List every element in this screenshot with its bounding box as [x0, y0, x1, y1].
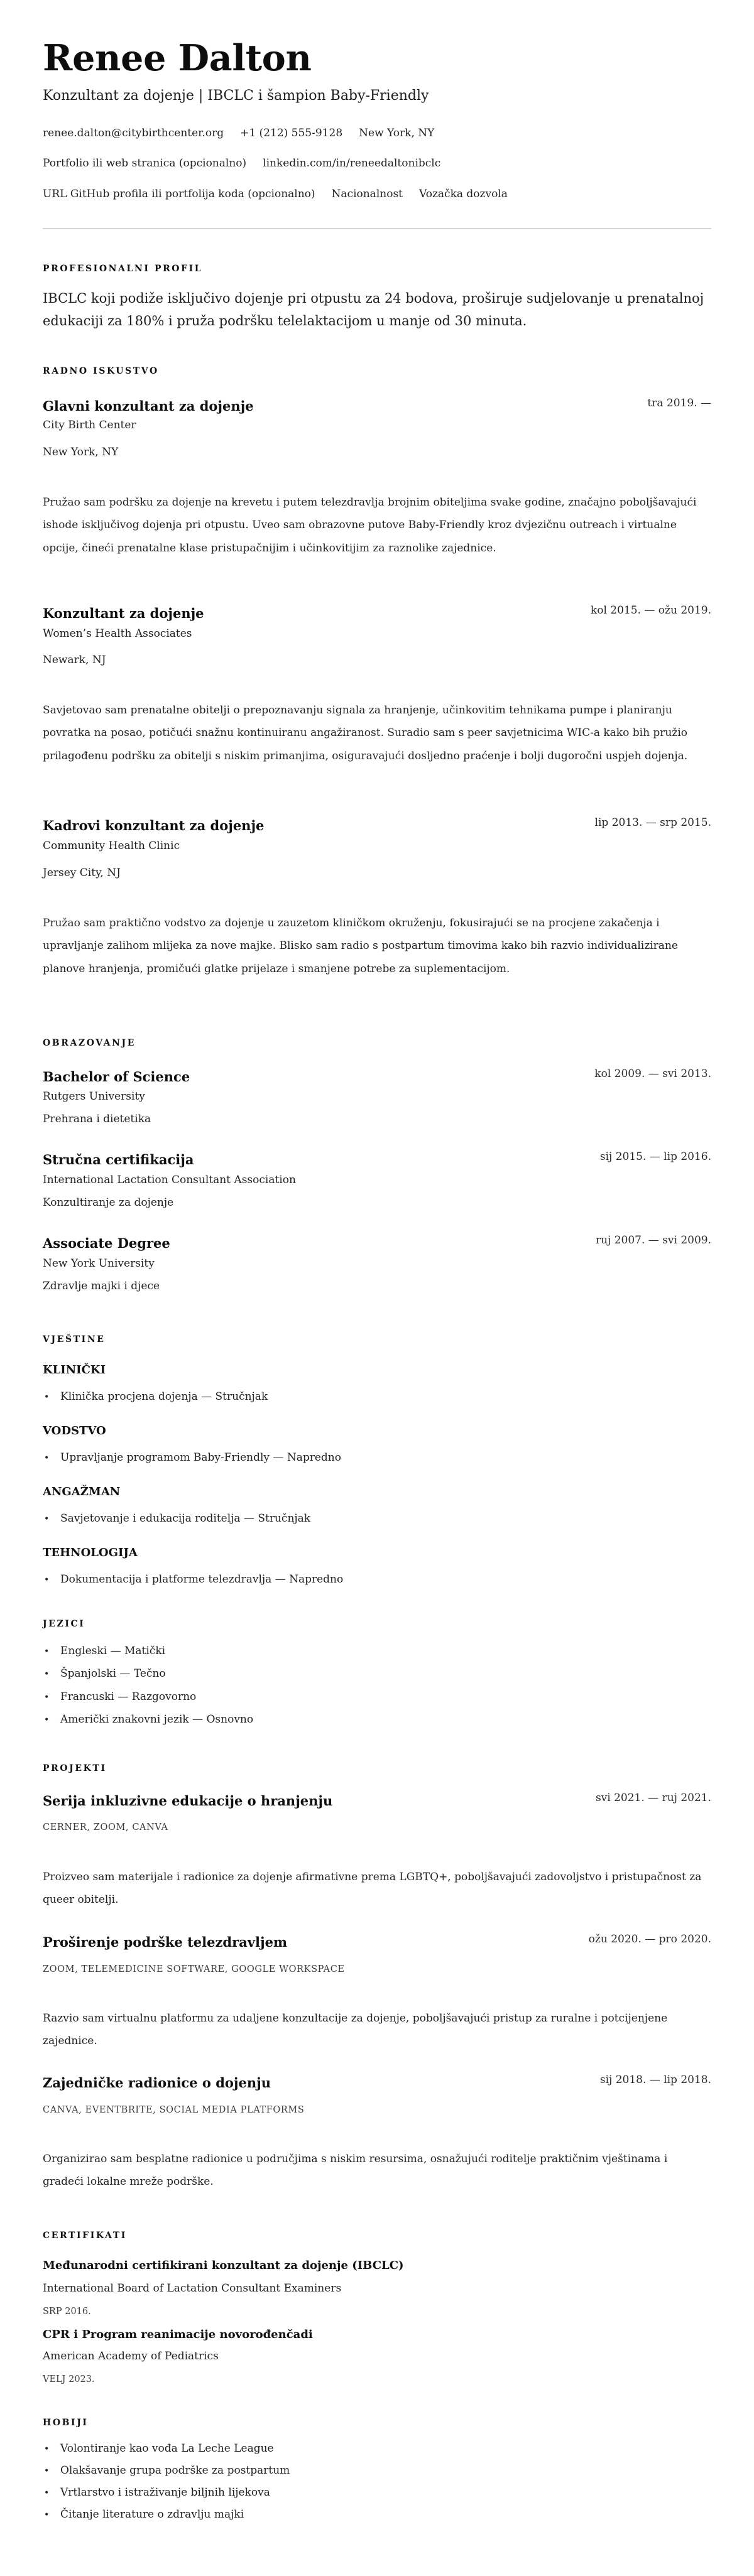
education-dates: ruj 2007. — svi 2009.	[595, 1234, 711, 1247]
linkedin-link[interactable]: linkedin.com/in/reneedaltonibclc	[263, 157, 441, 170]
field-of-study: Konzultiranje za dojenje	[43, 1196, 174, 1209]
language-item	[43, 1646, 165, 1657]
skill-item	[43, 1574, 343, 1585]
contact-row-2	[43, 158, 440, 169]
skill-category: KLINIČKI	[43, 1363, 106, 1377]
certificate-issuer: American Academy of Pediatrics	[43, 2350, 219, 2362]
bullet-icon: •	[44, 2444, 50, 2454]
section-heading-profile: PROFESIONALNI PROFIL	[43, 264, 203, 274]
certificate-date: SRP 2016.	[43, 2307, 91, 2317]
bullet-icon: •	[44, 2466, 50, 2476]
school-name: International Lactation Consultant Association	[43, 1174, 296, 1186]
project-dates: ožu 2020. — pro 2020.	[588, 1933, 711, 1946]
section-heading-languages: JEZICI	[43, 1619, 85, 1629]
degree-title: Stručna certifikacija	[43, 1152, 194, 1167]
bullet-icon: •	[44, 1453, 50, 1463]
field-of-study: Prehrana i dietetika	[43, 1113, 151, 1125]
skill-category: TEHNOLOGIJA	[43, 1546, 138, 1559]
skill-label: Savjetovanje i edukacija roditelja — Stručnjak	[60, 1512, 311, 1525]
language-label: Francuski — Razgovorno	[60, 1691, 197, 1703]
language-label: Španjolski — Tečno	[60, 1667, 166, 1680]
job-location: New York, NY	[43, 446, 119, 458]
section-heading-skills: VJEŠTINE	[43, 1334, 106, 1345]
nationality-text: Nacionalnost	[331, 188, 403, 200]
candidate-name: Renee Dalton	[43, 37, 312, 79]
language-label: Engleski — Matički	[60, 1645, 166, 1657]
skill-item	[43, 1392, 268, 1402]
header-divider	[43, 228, 711, 229]
section-heading-projects: PROJEKTI	[43, 1763, 107, 1773]
bullet-icon: •	[44, 1647, 50, 1657]
project-title: Serija inkluzivne edukacije o hranjenju	[43, 1793, 333, 1809]
section-heading-hobbies: HOBIJI	[43, 2418, 89, 2428]
certificate-name: Međunarodni certifikirani konzultant za dojenje (IBCLC)	[43, 2259, 404, 2272]
hobby-label: Olakšavanje grupa podrške za postpartum	[60, 2464, 290, 2477]
location-text: New York, NY	[359, 127, 435, 139]
job-title: Kadrovi konzultant za dojenje	[43, 818, 265, 833]
skill-category: VODSTVO	[43, 1424, 106, 1437]
school-name: Rutgers University	[43, 1090, 145, 1103]
headline: Konzultant za dojenje | IBCLC i šampion Baby-Friendly	[43, 88, 429, 104]
bullet-icon: •	[44, 1669, 50, 1679]
skill-label: Klinička procjena dojenja — Stručnjak	[60, 1390, 268, 1403]
skill-item	[43, 1513, 310, 1524]
job-company: Women’s Health Associates	[43, 627, 192, 640]
hobby-item	[43, 2443, 274, 2454]
bullet-icon: •	[44, 1692, 50, 1702]
job-description: Pružao sam podršku za dojenje na krevetu i putem telezdravlja brojnim obiteljima svake godine, značajno poboljšavajući ishode isključivog dojenja pri otpustu. Uveo sam obrazovne putove Baby-Friendly kroz dvjezičnu outreach i virtualne opcije, čineći prenatalne klase pristupačnijim i učinkovitijim za raznolike zajednice.	[43, 496, 697, 555]
email-link[interactable]: renee.dalton@citybirthcenter.org	[43, 127, 224, 139]
language-item	[43, 1714, 253, 1725]
section-heading-experience: RADNO ISKUSTVO	[43, 366, 159, 376]
education-dates: kol 2009. — svi 2013.	[594, 1068, 711, 1080]
job-description: Savjetovao sam prenatalne obitelji o prepoznavanju signala za hranjenje, učinkovitim tehnikama pumpe i planiranju povratka na posao, potičući snažnu kontinuiranu angažiranost. Suradio sam s peer savjetnicima WIC-a kako bih pružio prilagođenu podršku za obitelji s niskim primanjima, osiguravajući dosljedno praćenje i bolji dugoročni uspjeh dojenja.	[43, 704, 688, 762]
bullet-icon: •	[44, 1715, 50, 1725]
job-dates: kol 2015. — ožu 2019.	[590, 604, 711, 617]
project-dates: sij 2018. — lip 2018.	[599, 2074, 711, 2086]
project-title: Zajedničke radionice o dojenju	[43, 2075, 271, 2091]
contact-row-3	[43, 189, 508, 200]
profile-summary: IBCLC koji podiže isključivo dojenje pri otpustu za 24 bodova, proširuje sudjelovanje u prenatalnoj edukaciji za 180% i pruža podršku telelaktacijom u manje od 30 minuta.	[43, 291, 704, 328]
project-description: Organizirao sam besplatne radionice u područjima s niskim resursima, osnažujući roditelje praktičnim vještinama i gradeći lokalne mreže podrške.	[43, 2153, 668, 2189]
job-company: City Birth Center	[43, 419, 136, 431]
section-heading-education: OBRAZOVANJE	[43, 1038, 136, 1048]
project-tech: CERNER, ZOOM, CANVA	[43, 1822, 168, 1832]
project-tech: ZOOM, TELEMEDICINE SOFTWARE, GOOGLE WORKSPACE	[43, 1964, 345, 1974]
school-name: New York University	[43, 1257, 155, 1270]
job-title: Konzultant za dojenje	[43, 605, 204, 621]
certificate-issuer: International Board of Lactation Consultant Examiners	[43, 2282, 342, 2295]
skill-label: Upravljanje programom Baby-Friendly — Napredno	[60, 1451, 341, 1464]
github-link[interactable]: URL GitHub profila ili portfolija koda (opcionalno)	[43, 188, 315, 200]
hobby-item	[43, 2465, 290, 2476]
language-item	[43, 1669, 166, 1679]
hobby-label: Čitanje literature o zdravlju majki	[60, 2508, 244, 2521]
field-of-study: Zdravlje majki i djece	[43, 1280, 160, 1292]
skill-label: Dokumentacija i platforme telezdravlja — Napredno	[60, 1573, 344, 1586]
project-tech: CANVA, EVENTBRITE, SOCIAL MEDIA PLATFORMS	[43, 2105, 305, 2115]
hobby-item	[43, 2487, 270, 2498]
drivers-license-text: Vozačka dozvola	[419, 188, 508, 200]
project-title: Proširenje podrške telezdravljem	[43, 1934, 288, 1950]
bullet-icon: •	[44, 2488, 50, 2498]
project-description: Proizveo sam materijale i radionice za dojenje afirmativne prema LGBTQ+, poboljšavajući zadovoljstvo i pristupačnost za queer obitelji.	[43, 1871, 702, 1907]
degree-title: Associate Degree	[43, 1235, 170, 1251]
job-location: Newark, NJ	[43, 654, 106, 666]
job-dates: lip 2013. — srp 2015.	[594, 816, 711, 829]
hobby-label: Vrtlarstvo i istraživanje biljnih lijekova	[60, 2486, 270, 2499]
section-heading-certificates: CERTIFIKATI	[43, 2231, 127, 2241]
language-item	[43, 1692, 196, 1702]
contact-row-1	[43, 128, 434, 139]
language-label: Američki znakovni jezik — Osnovno	[60, 1713, 254, 1726]
degree-title: Bachelor of Science	[43, 1069, 190, 1085]
job-location: Jersey City, NJ	[43, 867, 121, 879]
hobby-item	[43, 2509, 244, 2520]
job-description: Pružao sam praktično vodstvo za dojenje u zauzetom kliničkom okruženju, fokusirajući se na procjene zakačenja i upravljanje zalihom mlijeka za nove majke. Blisko sam radio s postpartum timovima kako bih razvio individualizirane planove hranjenja, promičući glatke prijelaze i smanjene potrebe za suplementacijom.	[43, 917, 678, 975]
job-company: Community Health Clinic	[43, 840, 180, 852]
hobby-label: Volontiranje kao vođa La Leche League	[60, 2442, 274, 2455]
bullet-icon: •	[44, 1514, 50, 1524]
portfolio-link[interactable]: Portfolio ili web stranica (opcionalno)	[43, 157, 247, 170]
education-dates: sij 2015. — lip 2016.	[599, 1150, 711, 1163]
job-title: Glavni konzultant za dojenje	[43, 398, 254, 414]
skill-category: ANGAŽMAN	[43, 1485, 121, 1498]
certificate-name: CPR i Program reanimacije novorođenčadi	[43, 2328, 313, 2341]
skill-item	[43, 1453, 341, 1463]
bullet-icon: •	[44, 1575, 50, 1585]
project-description: Razvio sam virtualnu platformu za udaljene konzultacije za dojenje, poboljšavajući pristup za ruralne i potcijenjene zajednice.	[43, 2012, 668, 2048]
bullet-icon: •	[44, 2510, 50, 2520]
bullet-icon: •	[44, 1392, 50, 1402]
phone-link[interactable]: +1 (212) 555-9128	[240, 127, 343, 139]
job-dates: tra 2019. —	[647, 397, 711, 409]
certificate-date: VELJ 2023.	[43, 2374, 95, 2384]
project-dates: svi 2021. — ruj 2021.	[595, 1792, 711, 1804]
